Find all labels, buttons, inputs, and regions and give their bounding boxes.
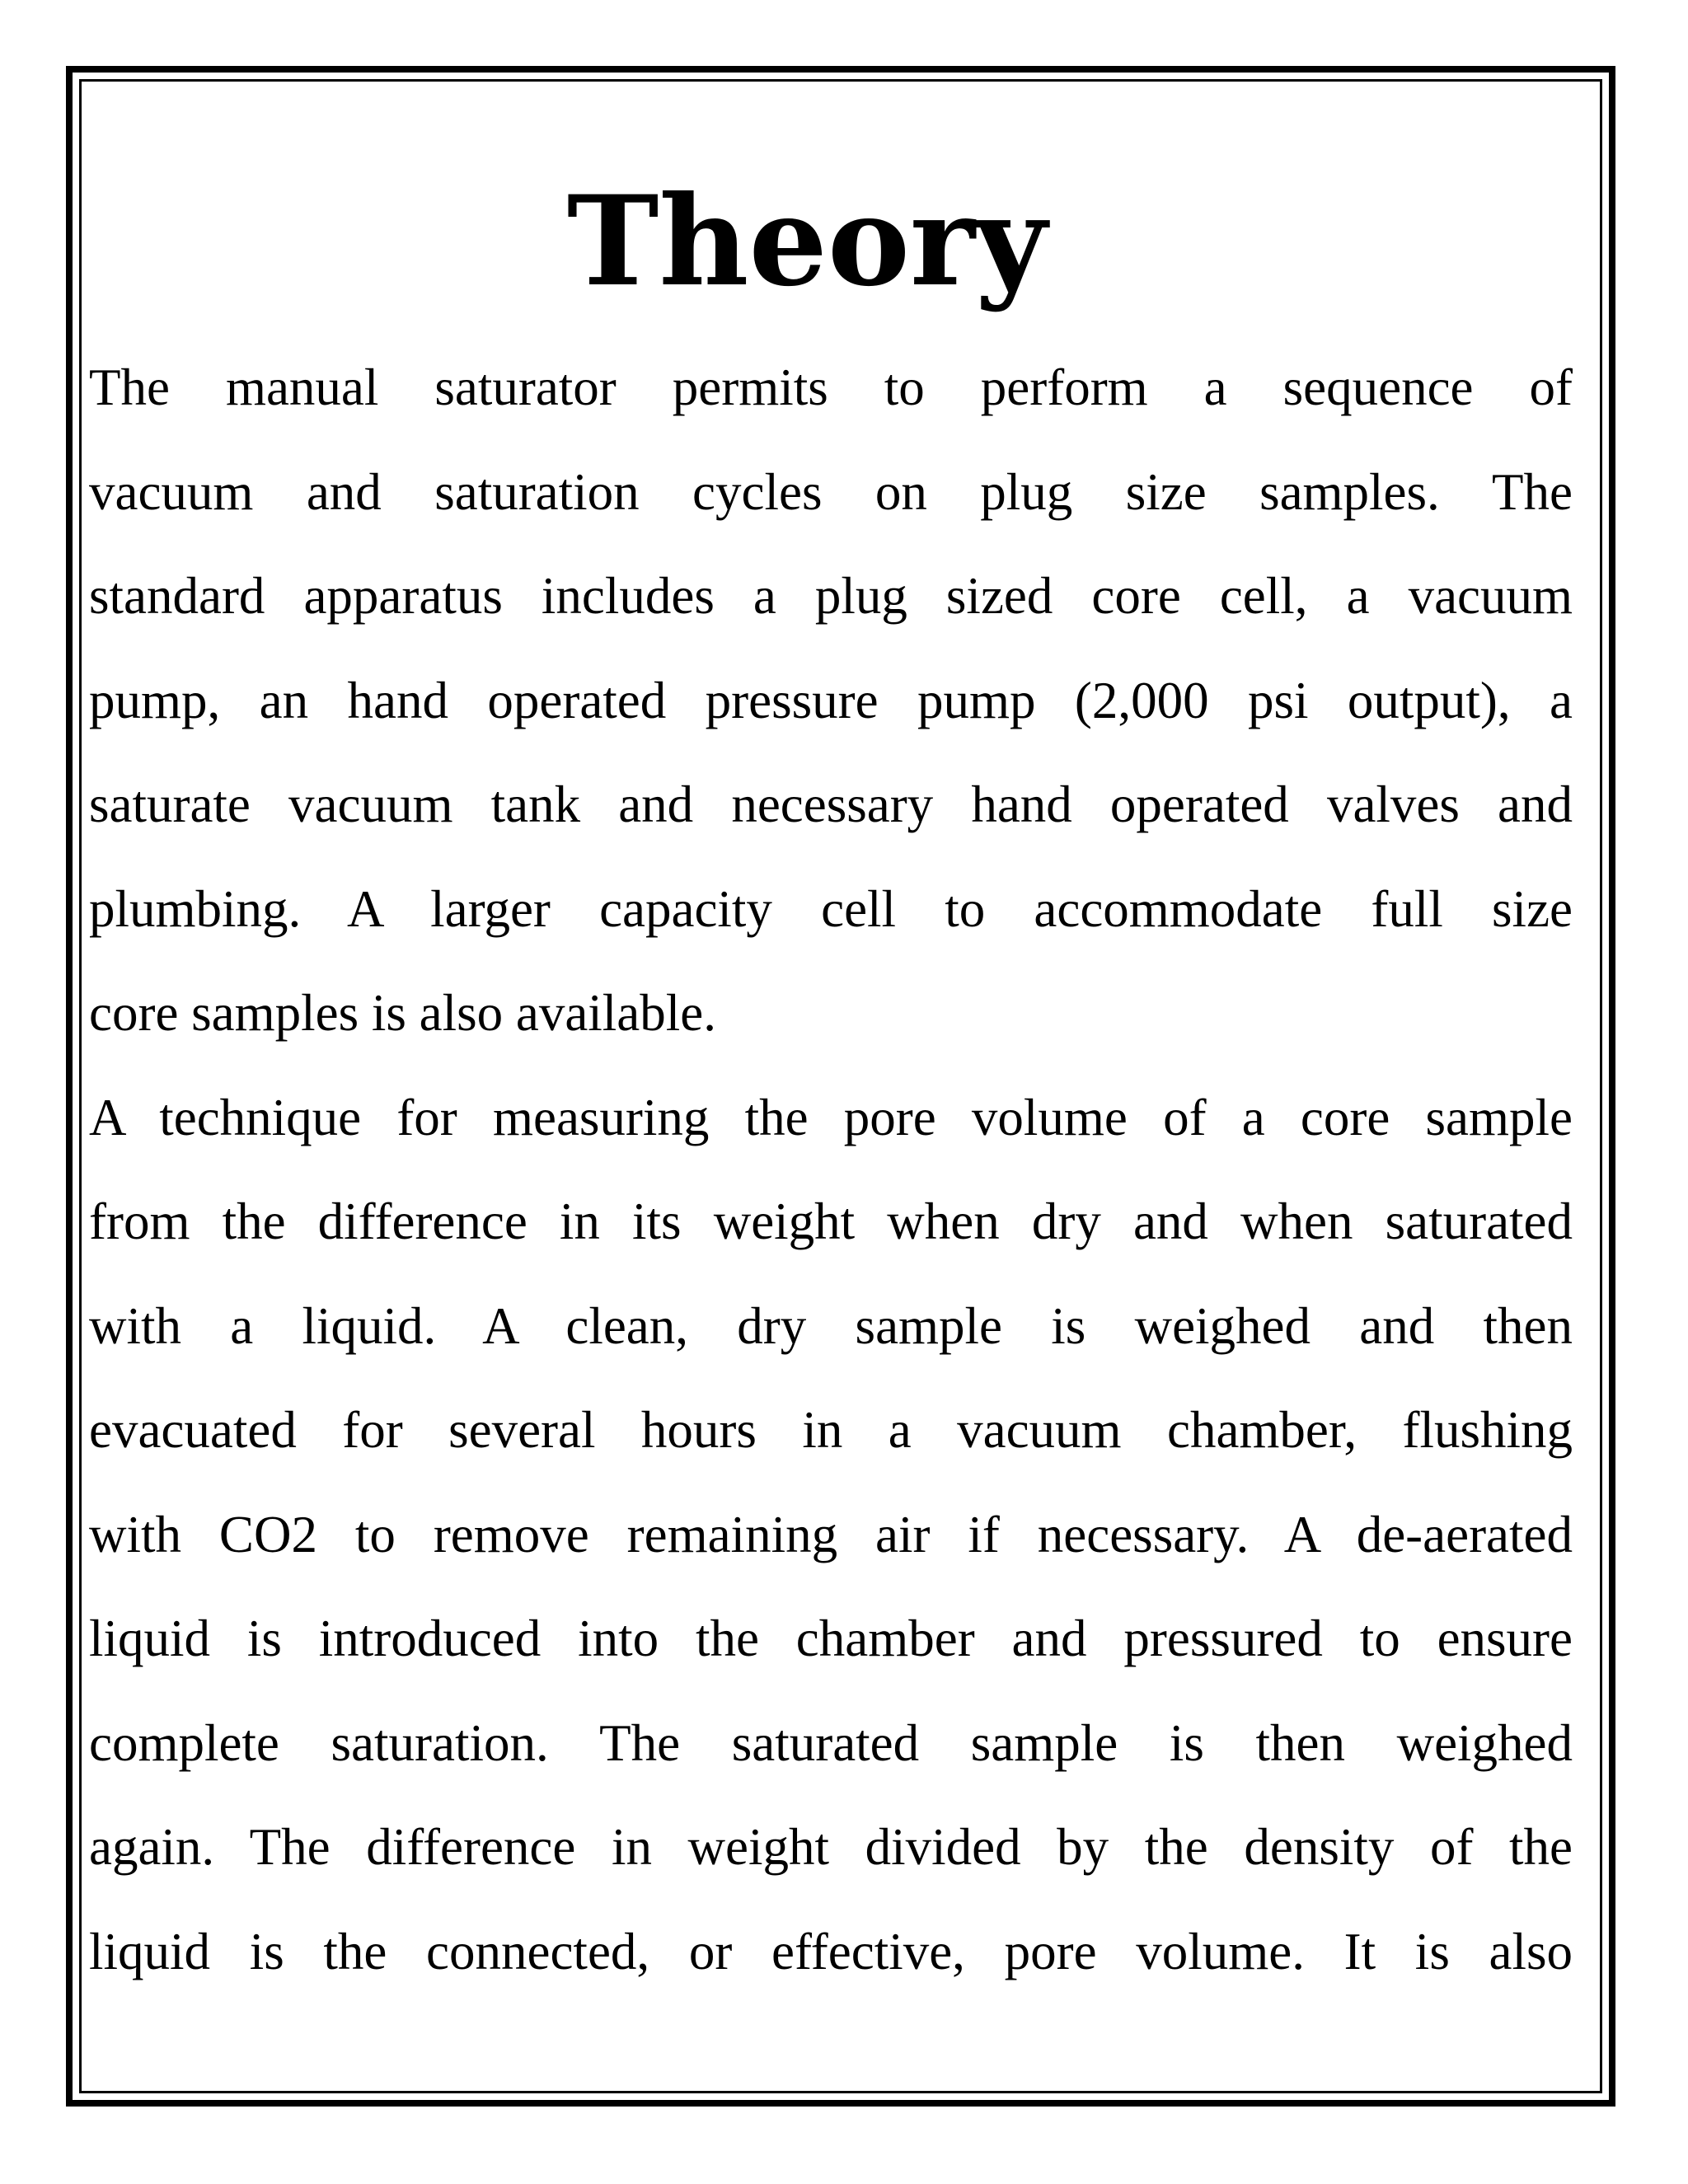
page-title: Theory [566,169,1048,314]
body-text [89,335,1573,2004]
text-line: saturate vacuum tank and necessary hand operated valves and [89,776,1573,833]
text-line: core samples is also available. [89,984,716,1042]
text-line: with a liquid. A clean, dry sample is weighed and then [89,1296,1573,1355]
text-line: again. The difference in weight divided by the density of the [89,1818,1573,1876]
text-line: liquid is the connected, or effective, pore volume. It is also [89,1922,1573,1980]
text-line: vacuum and saturation cycles on plug size samples. The [89,462,1573,521]
text-line: standard apparatus includes a plug sized core cell, a vacuum [89,567,1573,625]
text-line: from the difference in its weight when dry and when saturated [89,1193,1573,1250]
text-line: pump, an hand operated pressure pump (2,000 psi output), a [89,671,1573,729]
text-line: with CO2 to remove remaining air if necessary. A de-aerated [89,1505,1573,1563]
text-line: A technique for measuring the pore volume of a core sample [89,1088,1573,1146]
text-line: plumbing. A larger capacity cell to accommodate full size [89,879,1573,938]
text-line: complete saturation. The saturated sample is then weighed [89,1713,1573,1772]
text-line: liquid is introduced into the chamber and pressured to ensure [89,1610,1573,1667]
text-line: The manual saturator permits to perform a sequence of [89,359,1573,416]
text-line: evacuated for several hours in a vacuum chamber, flushing [89,1401,1573,1459]
